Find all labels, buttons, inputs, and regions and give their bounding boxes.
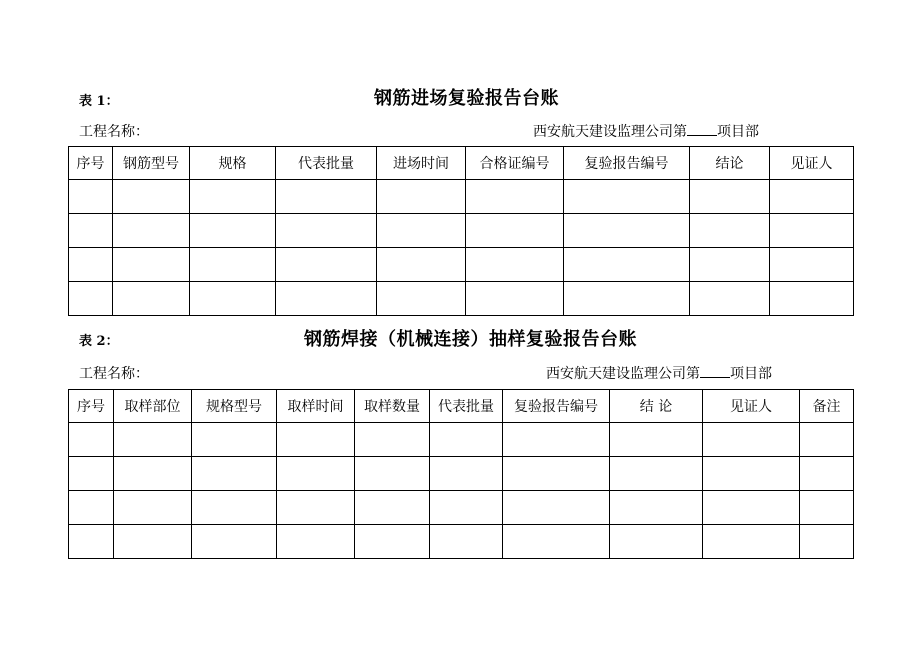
table-row xyxy=(69,180,854,214)
table1-ledger xyxy=(68,146,854,316)
table-cell xyxy=(466,180,564,214)
table2-body xyxy=(69,423,854,559)
column-header: 取样部位 xyxy=(114,390,192,423)
table2-title: 钢筋焊接（机械连接）抽样复验报告台账 xyxy=(304,329,637,350)
table-cell xyxy=(430,491,503,525)
table-cell xyxy=(800,457,854,491)
table-cell xyxy=(276,214,377,248)
table-cell xyxy=(355,491,430,525)
table-cell xyxy=(466,248,564,282)
column-header: 进场时间 xyxy=(377,147,466,180)
table-cell xyxy=(800,423,854,457)
table2-header-row xyxy=(69,390,854,423)
table-cell xyxy=(277,525,355,559)
table-cell xyxy=(703,525,800,559)
table-row xyxy=(69,457,854,491)
table-cell xyxy=(277,423,355,457)
table-cell xyxy=(430,525,503,559)
table-cell xyxy=(190,248,276,282)
table2-ledger xyxy=(68,389,854,559)
table-cell xyxy=(277,457,355,491)
table2-project-label: 工程名称： xyxy=(79,366,149,382)
table-cell xyxy=(430,423,503,457)
column-header: 结论 xyxy=(690,147,770,180)
table-cell xyxy=(114,525,192,559)
table1-org-suffix: 项目部 xyxy=(717,124,759,140)
table-cell xyxy=(190,180,276,214)
column-header: 结 论 xyxy=(610,390,703,423)
table-cell xyxy=(69,423,114,457)
table-cell xyxy=(800,491,854,525)
table-cell xyxy=(114,457,192,491)
table-cell xyxy=(564,282,690,316)
column-header: 见证人 xyxy=(770,147,854,180)
table-cell xyxy=(466,214,564,248)
table-cell xyxy=(190,214,276,248)
table-cell xyxy=(192,525,277,559)
table-row xyxy=(69,282,854,316)
column-header: 取样数量 xyxy=(355,390,430,423)
table-cell xyxy=(690,214,770,248)
table-cell xyxy=(377,248,466,282)
table-cell xyxy=(355,423,430,457)
table-cell xyxy=(276,248,377,282)
table-cell xyxy=(190,282,276,316)
table-cell xyxy=(69,180,113,214)
table-cell xyxy=(503,423,610,457)
column-header: 代表批量 xyxy=(430,390,503,423)
table1-header-row xyxy=(69,147,854,180)
column-header: 钢筋型号 xyxy=(113,147,190,180)
table-cell xyxy=(113,180,190,214)
column-header: 备注 xyxy=(800,390,854,423)
table-cell xyxy=(503,491,610,525)
column-header: 合格证编号 xyxy=(466,147,564,180)
table1-org-blank xyxy=(687,123,717,136)
table-cell xyxy=(564,248,690,282)
table-cell xyxy=(610,423,703,457)
column-header: 复验报告编号 xyxy=(564,147,690,180)
table-cell xyxy=(377,282,466,316)
table1-title: 钢筋进场复验报告台账 xyxy=(374,88,559,109)
table-cell xyxy=(114,423,192,457)
table-row xyxy=(69,491,854,525)
table2-org-blank xyxy=(700,365,730,378)
table-cell xyxy=(192,457,277,491)
table1-body xyxy=(69,180,854,316)
table-cell xyxy=(690,248,770,282)
table-cell xyxy=(770,282,854,316)
table-cell xyxy=(377,180,466,214)
table-cell xyxy=(430,457,503,491)
column-header: 见证人 xyxy=(703,390,800,423)
table-cell xyxy=(800,525,854,559)
table-cell xyxy=(276,282,377,316)
table2-org-line xyxy=(546,363,772,383)
table-cell xyxy=(355,457,430,491)
column-header: 规格 xyxy=(190,147,276,180)
table-row xyxy=(69,248,854,282)
table-cell xyxy=(355,525,430,559)
table2-tag: 表 2： xyxy=(79,334,119,349)
table-cell xyxy=(114,491,192,525)
table-cell xyxy=(770,248,854,282)
table-cell xyxy=(564,180,690,214)
table-cell xyxy=(69,457,114,491)
table-cell xyxy=(503,457,610,491)
table-cell xyxy=(503,525,610,559)
table-cell xyxy=(113,282,190,316)
table-cell xyxy=(690,180,770,214)
table-cell xyxy=(277,491,355,525)
table-cell xyxy=(276,180,377,214)
table2-org-prefix: 西安航天建设监理公司第 xyxy=(546,366,700,382)
table-row xyxy=(69,525,854,559)
column-header: 序号 xyxy=(69,147,113,180)
table-cell xyxy=(610,525,703,559)
table-cell xyxy=(69,214,113,248)
table-cell xyxy=(610,457,703,491)
table-cell xyxy=(770,214,854,248)
table-cell xyxy=(69,282,113,316)
table-cell xyxy=(690,282,770,316)
table1-org-prefix: 西安航天建设监理公司第 xyxy=(533,124,687,140)
table-cell xyxy=(564,214,690,248)
column-header: 代表批量 xyxy=(276,147,377,180)
column-header: 序号 xyxy=(69,390,114,423)
table-cell xyxy=(69,248,113,282)
table-cell xyxy=(113,248,190,282)
table-cell xyxy=(703,423,800,457)
table-cell xyxy=(703,491,800,525)
table-cell xyxy=(466,282,564,316)
table-cell xyxy=(703,457,800,491)
table-cell xyxy=(610,491,703,525)
table-row xyxy=(69,423,854,457)
table1-tag: 表 1： xyxy=(79,94,119,109)
column-header: 规格型号 xyxy=(192,390,277,423)
table-row xyxy=(69,214,854,248)
column-header: 复验报告编号 xyxy=(503,390,610,423)
table2-org-suffix: 项目部 xyxy=(730,366,772,382)
table-cell xyxy=(192,491,277,525)
table-cell xyxy=(192,423,277,457)
table-cell xyxy=(377,214,466,248)
table-cell xyxy=(113,214,190,248)
table-cell xyxy=(69,491,114,525)
table-cell xyxy=(770,180,854,214)
table1-project-label: 工程名称： xyxy=(79,124,149,140)
column-header: 取样时间 xyxy=(277,390,355,423)
table1-org-line xyxy=(533,121,759,141)
table-cell xyxy=(69,525,114,559)
